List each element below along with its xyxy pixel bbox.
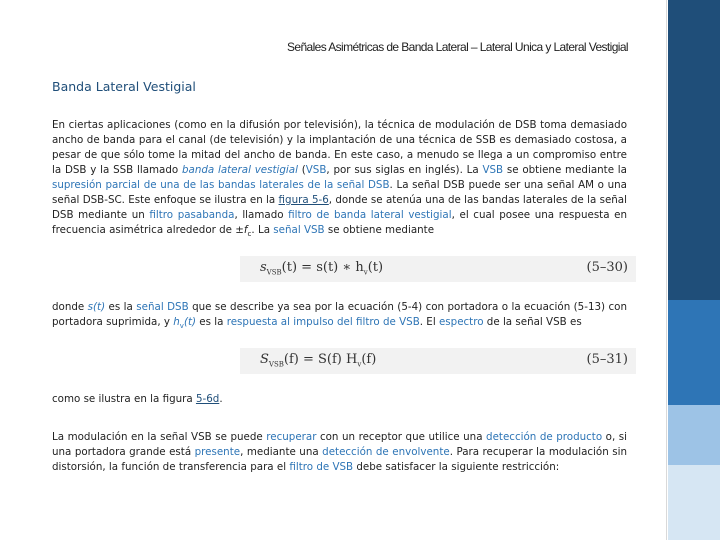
decorative-sidebar xyxy=(668,0,720,540)
eq-symbol: s xyxy=(260,260,267,275)
text-run: donde xyxy=(52,301,88,313)
eq-subscript: v xyxy=(363,268,368,277)
text-run: con un receptor que utilice una xyxy=(316,431,487,443)
text-run: o, si una portadora grande está xyxy=(52,431,627,458)
equation-expression xyxy=(260,260,383,277)
term-recuperar: recuperar xyxy=(266,431,317,443)
eq-symbol: S xyxy=(260,352,269,367)
text-run: . La xyxy=(251,224,274,236)
eq-body: (t) = s(t) ∗ h xyxy=(281,260,364,275)
text-run: se obtiene mediante la xyxy=(503,164,627,176)
slide-title: Señales Asimétricas de Banda Lateral – Lateral Unica y Lateral Vestigial xyxy=(286,40,628,54)
section-heading: Banda Lateral Vestigial xyxy=(52,79,196,94)
symbol-s-of-t: s(t) xyxy=(87,301,106,313)
paragraph-intro xyxy=(52,118,627,242)
text-run: que se describe ya sea por la ecuación (5-4) con portadora o la ecuación (5-13) con portadora suprimida, y xyxy=(52,301,627,328)
equation-number: (5–30) xyxy=(586,260,628,275)
sidebar-block-light xyxy=(668,405,720,465)
figure-5-6-link[interactable]: figura 5-6 xyxy=(278,194,329,206)
paragraph-demodulation xyxy=(52,430,627,475)
term-espectro: espectro xyxy=(438,316,484,328)
text-run: La modulación en la señal VSB se puede xyxy=(52,431,267,443)
term-respuesta-impulso: respuesta al impulso del filtro de VSB xyxy=(226,316,420,328)
term-presente: presente xyxy=(194,446,241,458)
eq-body: (t) xyxy=(367,260,384,275)
eq-body: (f) xyxy=(361,352,377,367)
symbol-of-t: (t) xyxy=(183,316,197,328)
text-run: , mediante una xyxy=(240,446,323,458)
sidebar-block-mid xyxy=(668,300,720,405)
symbol-h: h xyxy=(173,316,180,328)
term-senal-vsb: señal VSB xyxy=(273,224,325,236)
sidebar-block-dark xyxy=(668,0,720,300)
text-run: se obtiene mediante xyxy=(324,224,435,236)
eq-subscript: VSB xyxy=(266,268,282,277)
eq-body: (f) = S(f) H xyxy=(283,352,358,367)
text-run: es la xyxy=(105,301,137,313)
equation-5-30 xyxy=(240,256,636,282)
text-run: debe satisfacer la siguiente restricción: xyxy=(353,461,560,473)
equation-5-31 xyxy=(240,348,636,374)
text-run: , donde se atenúa una de las bandas laterales de la señal DSB mediante un xyxy=(52,194,627,221)
text-run: . xyxy=(219,393,223,405)
term-vsb: VSB xyxy=(305,164,327,176)
sidebar-block-pale xyxy=(668,465,720,540)
text-run: , llamado xyxy=(234,209,289,221)
term-vsb: VSB xyxy=(482,164,504,176)
equation-expression xyxy=(260,352,376,369)
symbol-f: f xyxy=(243,224,248,236)
term-senal-dsb: señal DSB xyxy=(136,301,189,313)
figure-5-6d-link[interactable]: 5-6d xyxy=(195,393,220,405)
text-run: . La señal DSB puede ser una señal AM o una señal DSB-SC. Este enfoque se ilustra en la xyxy=(52,179,627,206)
term-filtro-vsb: filtro de VSB xyxy=(289,461,354,473)
term-supresion-parcial: supresión parcial de una de las bandas laterales de la señal DSB xyxy=(52,179,390,191)
text-run: , por sus siglas en inglés). La xyxy=(326,164,483,176)
eq-subscript: VSB xyxy=(268,360,284,369)
eq-subscript: v xyxy=(357,360,362,369)
sidebar-divider xyxy=(666,0,667,540)
text-run: como se ilustra en la figura xyxy=(52,393,196,405)
text-run: . Para recuperar la modulación sin distorsión, la función de transferencia para el xyxy=(52,446,627,473)
text-run: En ciertas aplicaciones (como en la difusión por televisión), la técnica de modulación de DSB toma demasiado ancho de banda para el canal (de televisión) y la implantación de una técnica de SSB es demasiado costosa, a pesar de que sólo tome la mitad del ancho de banda. En este caso, a menudo se llega a un compromiso entre la DSB y la SSB llamado xyxy=(52,119,627,176)
symbol-c-subscript: c xyxy=(247,230,252,239)
text-run: . El xyxy=(419,316,439,328)
equation-number: (5–31) xyxy=(586,352,628,367)
term-banda-lateral-vestigial: banda lateral vestigial xyxy=(181,164,298,176)
text-run: ( xyxy=(297,164,306,176)
paragraph-figure-ref xyxy=(52,392,627,407)
symbol-v-subscript: v xyxy=(179,322,184,331)
text-run: es la xyxy=(196,316,227,328)
term-filtro-vsb: filtro de banda lateral vestigial xyxy=(288,209,452,221)
term-deteccion-producto: detección de producto xyxy=(486,431,603,443)
paragraph-definitions xyxy=(52,300,627,334)
term-filtro-pasabanda: filtro pasabanda xyxy=(149,209,235,221)
text-run: de la señal VSB es xyxy=(483,316,582,328)
term-deteccion-envolvente: detección de envolvente xyxy=(322,446,450,458)
text-run: , el cual posee una respuesta en frecuencia asimétrica alrededor de ± xyxy=(52,209,628,236)
